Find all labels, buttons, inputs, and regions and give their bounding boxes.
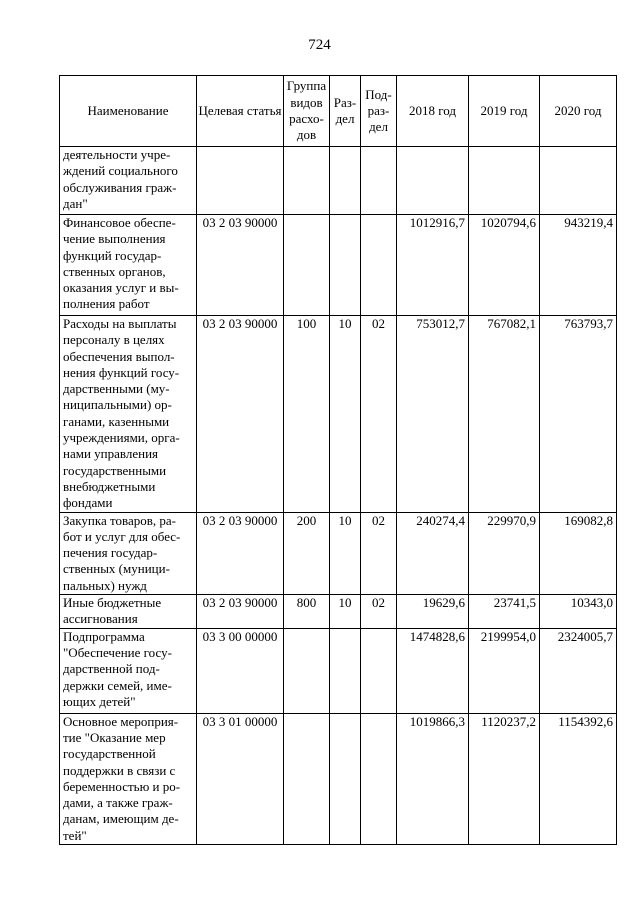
cell-2018: 1012916,7 — [397, 215, 469, 316]
cell-subsection — [361, 628, 397, 713]
table-row — [60, 316, 617, 513]
cell-section — [330, 628, 361, 713]
header-2020: 2020 год — [540, 76, 617, 147]
cell-2020 — [540, 147, 617, 215]
cell-section — [330, 147, 361, 215]
cell-group — [284, 215, 330, 316]
cell-group — [284, 147, 330, 215]
header-section: Раз- дел — [330, 76, 361, 147]
cell-2019 — [469, 147, 540, 215]
table-row — [60, 595, 617, 629]
table-row — [60, 147, 617, 215]
cell-target: 03 2 03 90000 — [197, 595, 284, 629]
cell-target: 03 3 00 00000 — [197, 628, 284, 713]
cell-subsection: 02 — [361, 316, 397, 513]
cell-subsection: 02 — [361, 595, 397, 629]
budget-table — [59, 75, 617, 845]
cell-subsection — [361, 147, 397, 215]
cell-name: Расходы на выплаты персоналу в целях обеспечения выпол- нения функций госу- дарственными (му- ниципальными) ор- ганами, казенными учреждениями, орга- нами управления государственными внебюджетными фондами — [60, 316, 197, 513]
page-number: 724 — [308, 37, 331, 53]
cell-section — [330, 215, 361, 316]
cell-group: 100 — [284, 316, 330, 513]
cell-2019: 1120237,2 — [469, 713, 540, 844]
cell-target: 03 2 03 90000 — [197, 316, 284, 513]
cell-2019: 767082,1 — [469, 316, 540, 513]
cell-section — [330, 713, 361, 844]
cell-subsection — [361, 713, 397, 844]
cell-name: Финансовое обеспе- чение выполнения функций государ- ственных органов, оказания услуг и вы- полнения работ — [60, 215, 197, 316]
cell-2018: 753012,7 — [397, 316, 469, 513]
cell-target: 03 3 01 00000 — [197, 713, 284, 844]
cell-target: 03 2 03 90000 — [197, 215, 284, 316]
cell-2018: 1019866,3 — [397, 713, 469, 844]
cell-2019: 2199954,0 — [469, 628, 540, 713]
cell-subsection — [361, 215, 397, 316]
table-row — [60, 215, 617, 316]
cell-2019: 1020794,6 — [469, 215, 540, 316]
header-target: Целевая статья — [197, 76, 284, 147]
cell-group — [284, 628, 330, 713]
cell-2020: 169082,8 — [540, 512, 617, 594]
cell-2020: 763793,7 — [540, 316, 617, 513]
cell-subsection: 02 — [361, 512, 397, 594]
cell-section: 10 — [330, 316, 361, 513]
cell-name: Закупка товаров, ра- бот и услуг для обес- печения государ- ственных (муници- пальных) нужд — [60, 512, 197, 594]
cell-name: Основное мероприя- тие "Оказание мер государственной поддержки в связи с беременностью и ро- дами, а также граж- данам, имеющим де- тей" — [60, 713, 197, 844]
table-header-row — [60, 76, 617, 147]
cell-name: Подпрограмма "Обеспечение госу- дарственной под- держки семей, име- ющих детей" — [60, 628, 197, 713]
cell-2020: 2324005,7 — [540, 628, 617, 713]
table-row — [60, 628, 617, 713]
cell-2018 — [397, 147, 469, 215]
cell-2020: 10343,0 — [540, 595, 617, 629]
header-group: Группа видов расхо- дов — [284, 76, 330, 147]
header-2018: 2018 год — [397, 76, 469, 147]
cell-2018: 1474828,6 — [397, 628, 469, 713]
cell-2019: 23741,5 — [469, 595, 540, 629]
cell-2018: 240274,4 — [397, 512, 469, 594]
cell-group: 200 — [284, 512, 330, 594]
cell-2020: 943219,4 — [540, 215, 617, 316]
cell-name: деятельности учре- ждений социального обслуживания граж- дан" — [60, 147, 197, 215]
header-name: Наименование — [60, 76, 197, 147]
cell-section: 10 — [330, 512, 361, 594]
table-row — [60, 512, 617, 594]
cell-group: 800 — [284, 595, 330, 629]
cell-group — [284, 713, 330, 844]
table-row — [60, 713, 617, 844]
cell-2020: 1154392,6 — [540, 713, 617, 844]
header-2019: 2019 год — [469, 76, 540, 147]
cell-2018: 19629,6 — [397, 595, 469, 629]
cell-2019: 229970,9 — [469, 512, 540, 594]
cell-target — [197, 147, 284, 215]
header-subsection: Под- раз- дел — [361, 76, 397, 147]
cell-section: 10 — [330, 595, 361, 629]
cell-target: 03 2 03 90000 — [197, 512, 284, 594]
cell-name: Иные бюджетные ассигнования — [60, 595, 197, 629]
